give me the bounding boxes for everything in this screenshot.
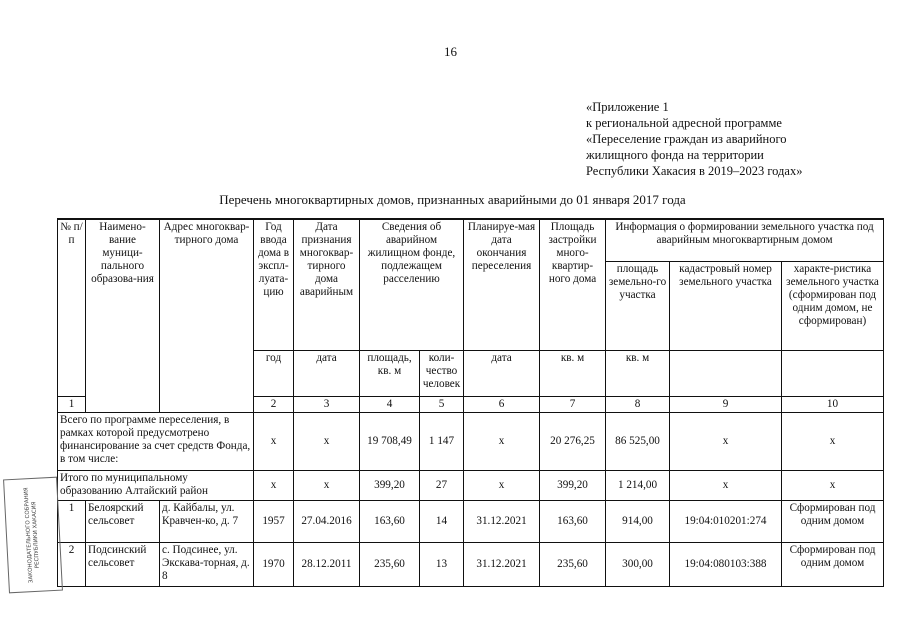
row-cadastral: 19:04:080103:388 bbox=[670, 543, 782, 587]
row-year: 1957 bbox=[254, 501, 294, 543]
total-land-char: x bbox=[782, 413, 884, 471]
header-municipality: Наимено-вание муници-пального образова-ния bbox=[86, 219, 160, 413]
header-land-subheaders bbox=[606, 262, 883, 350]
colnum-3: 3 bbox=[294, 397, 360, 413]
row-municipality: Подсинский сельсовет bbox=[86, 543, 160, 587]
row-building-area: 163,60 bbox=[540, 501, 606, 543]
row-date: 27.04.2016 bbox=[294, 501, 360, 543]
colnum-1: 1 bbox=[58, 397, 86, 413]
row-num: 2 bbox=[58, 543, 86, 587]
colnum-8: 8 bbox=[606, 397, 670, 413]
header-land-group bbox=[606, 219, 884, 351]
appendix-line: к региональной адресной программе bbox=[586, 116, 782, 130]
header-year-built: Год ввода дома в экспл-луата-цию bbox=[254, 219, 294, 351]
colnum-9: 9 bbox=[670, 397, 782, 413]
row-land-area: 914,00 bbox=[606, 501, 670, 543]
row-date: 28.12.2011 bbox=[294, 543, 360, 587]
registration-stamp bbox=[3, 477, 63, 594]
district-land-area: 1 214,00 bbox=[606, 471, 670, 501]
district-year: x bbox=[254, 471, 294, 501]
header-housing-info: Сведения об аварийном жилищном фонде, подлежащем расселению bbox=[360, 219, 464, 351]
table-row bbox=[58, 543, 884, 587]
total-land-area: 86 525,00 bbox=[606, 413, 670, 471]
unit-cadastral-empty bbox=[670, 351, 782, 397]
total-planned: x bbox=[464, 413, 540, 471]
row-num: 1 bbox=[58, 501, 86, 543]
colnum-5: 5 bbox=[420, 397, 464, 413]
appendix-line: Республики Хакасия в 2019–2023 годах» bbox=[586, 164, 803, 178]
row-address: д. Кайбалы, ул. Кравчен-ко, д. 7 bbox=[160, 501, 254, 543]
unit-sqm: кв. м bbox=[540, 351, 606, 397]
unit-date2: дата bbox=[464, 351, 540, 397]
appendix-note bbox=[586, 99, 802, 179]
total-year: x bbox=[254, 413, 294, 471]
header-land-info: Информация о формировании земельного участка под аварийным многоквартирным домом bbox=[606, 220, 883, 262]
emergency-housing-table bbox=[57, 218, 884, 587]
header-planned-date: Планируе-мая дата окончания переселения bbox=[464, 219, 540, 351]
document-title: Перечень многоквартирных домов, признанных аварийными до 01 января 2017 года bbox=[219, 192, 686, 207]
total-cadastral: x bbox=[670, 413, 782, 471]
row-cadastral: 19:04:010201:274 bbox=[670, 501, 782, 543]
district-building-area: 399,20 bbox=[540, 471, 606, 501]
unit-area: площадь, кв. м bbox=[360, 351, 420, 397]
table-row bbox=[58, 501, 884, 543]
row-people: 13 bbox=[420, 543, 464, 587]
page-number: 16 bbox=[444, 44, 457, 59]
row-area: 163,60 bbox=[360, 501, 420, 543]
row-land-area: 300,00 bbox=[606, 543, 670, 587]
total-row bbox=[58, 413, 884, 471]
colnum-7: 7 bbox=[540, 397, 606, 413]
header-address: Адрес многоквар-тирного дома bbox=[160, 219, 254, 413]
colnum-10: 10 bbox=[782, 397, 884, 413]
row-people: 14 bbox=[420, 501, 464, 543]
row-planned: 31.12.2021 bbox=[464, 543, 540, 587]
colnum-6: 6 bbox=[464, 397, 540, 413]
district-label: Итого по муниципальному образованию Алтайский район bbox=[58, 471, 254, 501]
row-planned: 31.12.2021 bbox=[464, 501, 540, 543]
unit-year: год bbox=[254, 351, 294, 397]
appendix-line: жилищного фонда на территории bbox=[586, 148, 764, 162]
total-people: 1 147 bbox=[420, 413, 464, 471]
row-municipality: Белоярский сельсовет bbox=[86, 501, 160, 543]
row-land-char: Сформирован под одним домом bbox=[782, 501, 884, 543]
district-row bbox=[58, 471, 884, 501]
row-area: 235,60 bbox=[360, 543, 420, 587]
header-num: № п/п bbox=[58, 219, 86, 397]
district-date: x bbox=[294, 471, 360, 501]
district-area: 399,20 bbox=[360, 471, 420, 501]
colnum-4: 4 bbox=[360, 397, 420, 413]
header-land-area: площадь земельно-го участка bbox=[606, 262, 670, 350]
total-area: 19 708,49 bbox=[360, 413, 420, 471]
unit-sqm2: кв. м bbox=[606, 351, 670, 397]
appendix-line: «Переселение граждан из аварийного bbox=[586, 132, 787, 146]
row-address: с. Подсинее, ул. Экскава-торная, д. 8 bbox=[160, 543, 254, 587]
row-building-area: 235,60 bbox=[540, 543, 606, 587]
appendix-line: «Приложение 1 bbox=[586, 100, 669, 114]
total-building-area: 20 276,25 bbox=[540, 413, 606, 471]
unit-date: дата bbox=[294, 351, 360, 397]
header-building-area: Площадь застройки много-квартир-ного дома bbox=[540, 219, 606, 351]
total-label: Всего по программе переселения, в рамках которой предусмотрено финансирование за счет средств Фонда, в том числе: bbox=[58, 413, 254, 471]
unit-char-empty bbox=[782, 351, 884, 397]
stamp-text: ЗАКОНОДАТЕЛЬНОГО СОБРАНИЯ РЕСПУБЛИКИ ХАКАСИЯ bbox=[23, 487, 41, 584]
district-planned: x bbox=[464, 471, 540, 501]
total-date: x bbox=[294, 413, 360, 471]
district-land-char: x bbox=[782, 471, 884, 501]
header-date-recognized: Дата признания многоквар-тирного дома аварийным bbox=[294, 219, 360, 351]
header-land-char: характе-ристика земельного участка (сформирован под одним домом, не сформирован) bbox=[786, 263, 879, 327]
row-year: 1970 bbox=[254, 543, 294, 587]
row-land-char: Сформирован под одним домом bbox=[782, 543, 884, 587]
colnum-2: 2 bbox=[254, 397, 294, 413]
district-people: 27 bbox=[420, 471, 464, 501]
header-cadastral: кадастровый номер земельного участка bbox=[670, 262, 782, 350]
district-cadastral: x bbox=[670, 471, 782, 501]
unit-count: коли-чество человек bbox=[420, 351, 464, 397]
